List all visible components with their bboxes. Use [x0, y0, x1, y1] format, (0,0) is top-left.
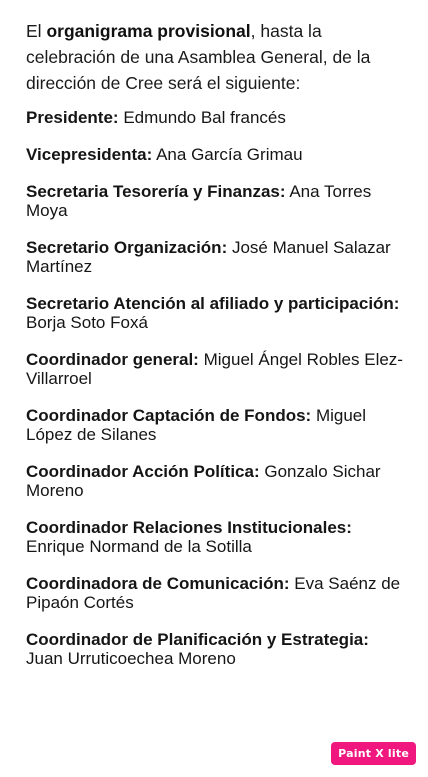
- role-item: [26, 108, 406, 127]
- intro-prefix: El: [26, 21, 47, 41]
- role-item: [26, 462, 406, 500]
- role-person: Miguel López de Silanes: [26, 406, 367, 444]
- role-person: Eva Saénz de Pipaón Cortés: [26, 574, 401, 612]
- role-item: [26, 238, 406, 276]
- role-person: Juan Urruticoechea Moreno: [26, 649, 236, 668]
- role-title: Presidente:: [26, 108, 119, 127]
- role-title: Coordinador Captación de Fondos:: [26, 406, 312, 425]
- role-item: [26, 350, 406, 388]
- role-title: Coordinador general:: [26, 350, 199, 369]
- role-person: Ana García Grimau: [156, 145, 303, 164]
- role-item: [26, 294, 406, 332]
- role-person: Ana Torres Moya: [26, 182, 372, 220]
- role-person: Edmundo Bal francés: [123, 108, 286, 127]
- role-title: Secretario Atención al afiliado y participación:: [26, 294, 400, 313]
- role-title: Coordinadora de Comunicación:: [26, 574, 290, 593]
- role-person: Gonzalo Sichar Moreno: [26, 462, 381, 500]
- role-item: [26, 406, 406, 444]
- role-title: Secretario Organización:: [26, 238, 228, 257]
- role-item: [26, 574, 406, 612]
- role-person: José Manuel Salazar Martínez: [26, 238, 391, 276]
- role-item: [26, 518, 406, 556]
- role-person: Borja Soto Foxá: [26, 313, 148, 332]
- role-person: Miguel Ángel Robles Elez-Villarroel: [26, 350, 403, 388]
- role-item: [26, 630, 406, 668]
- role-person: Enrique Normand de la Sotilla: [26, 537, 252, 556]
- role-title: Secretaria Tesorería y Finanzas:: [26, 182, 286, 201]
- organigram-list: [26, 108, 406, 668]
- role-item: [26, 145, 406, 164]
- role-title: Coordinador de Planificación y Estrategia:: [26, 630, 369, 649]
- role-title: Coordinador Relaciones Institucionales:: [26, 518, 352, 537]
- intro-suffix: , hasta la celebración de una Asamblea General, de la dirección de Cree será el siguiente:: [26, 21, 371, 93]
- role-title: Coordinador Acción Política:: [26, 462, 260, 481]
- intro-bold-term: organigrama provisional: [46, 21, 251, 41]
- watermark-badge: Paint X lite: [331, 742, 416, 765]
- intro-paragraph: [26, 18, 406, 96]
- role-title: Vicepresidenta:: [26, 145, 153, 164]
- role-item: [26, 182, 406, 220]
